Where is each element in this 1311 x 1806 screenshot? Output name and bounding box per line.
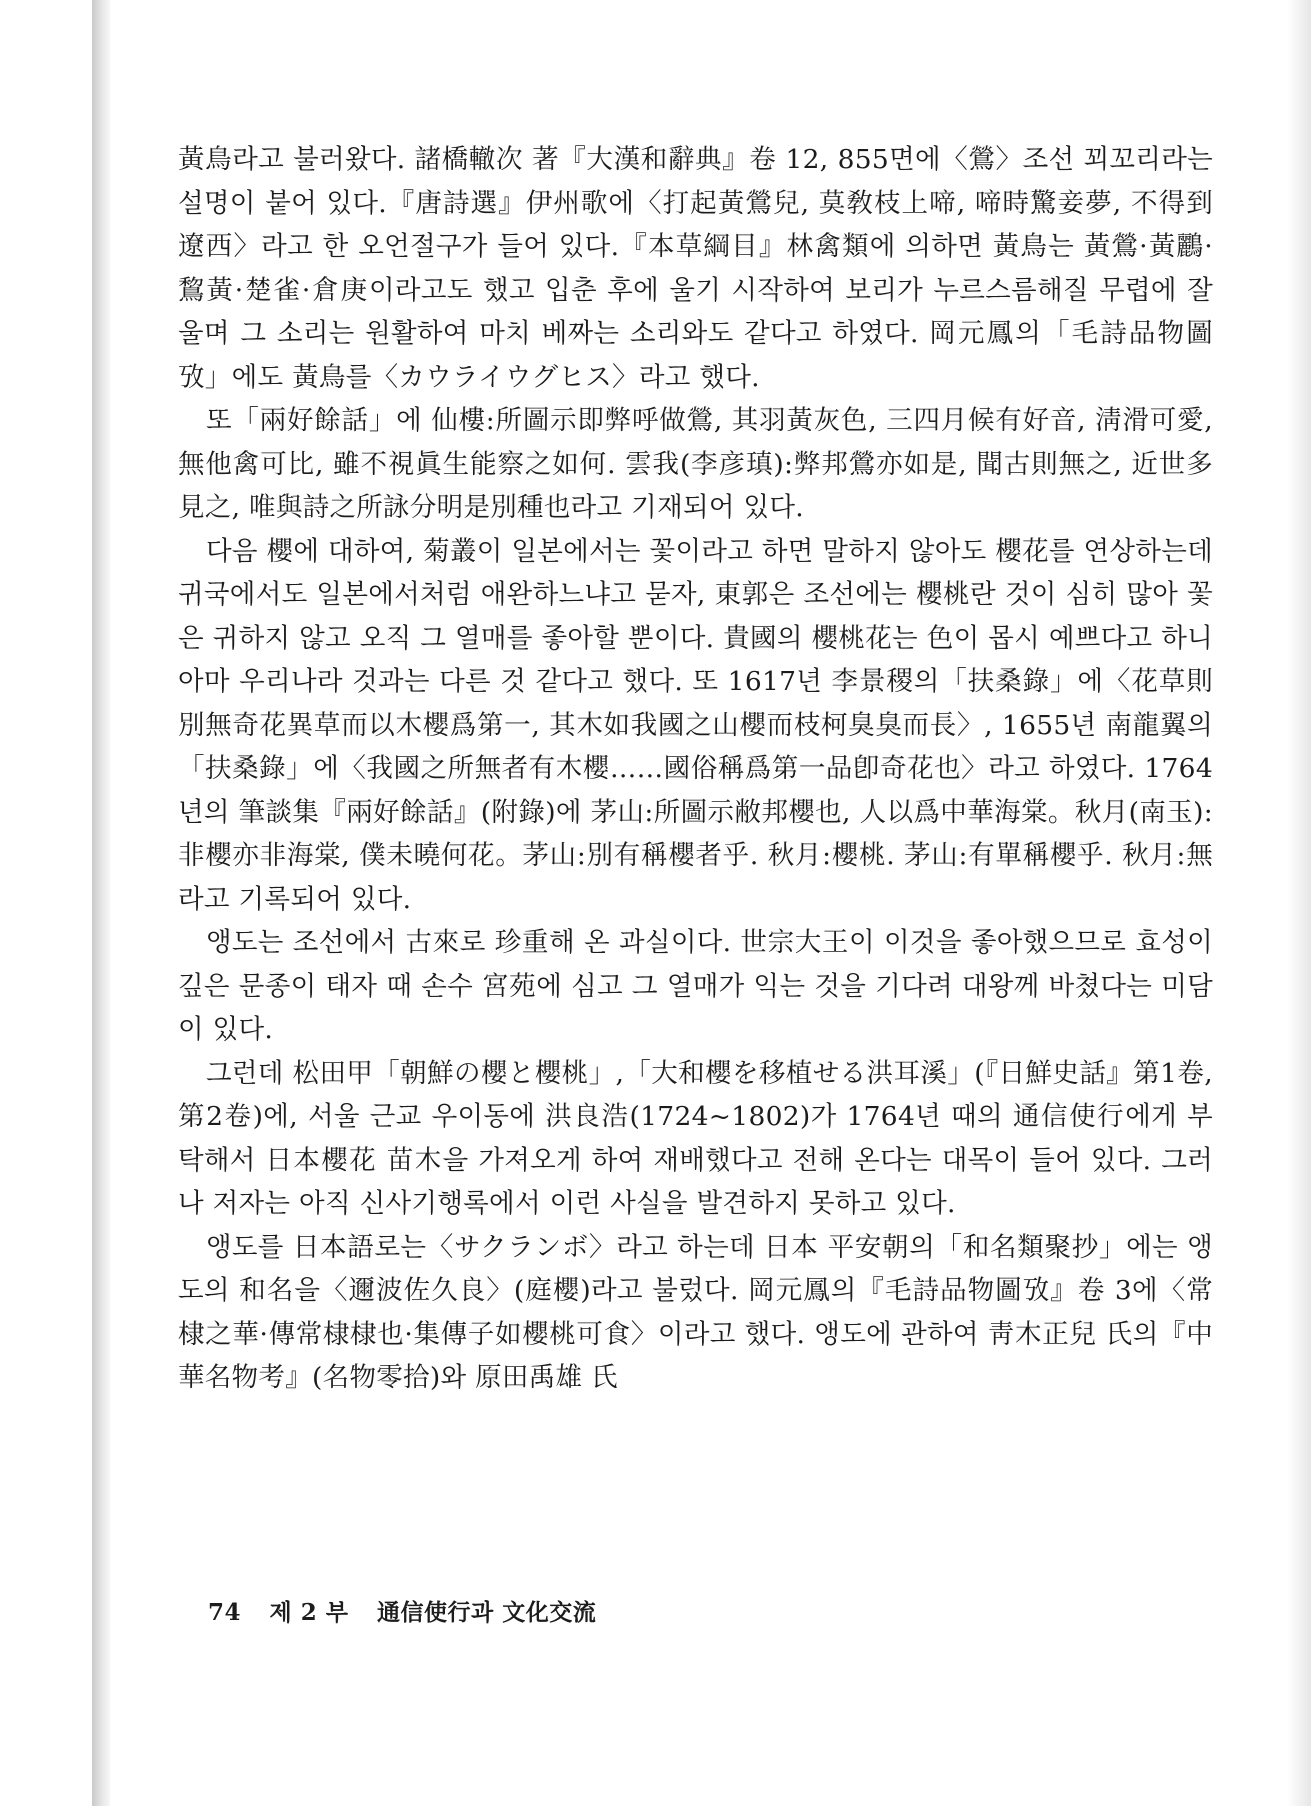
page-number: 74 [208,1599,242,1626]
paragraph-4: 앵도는 조선에서 古來로 珍重해 온 과실이다. 世宗大王이 이것을 좋아했으므로 효성이 깊은 문종이 태자 때 손수 宮苑에 심고 그 열매가 익는 것을 기다려 대왕께 바쳤다는 미담이 있다. [178,927,1213,1045]
paragraph-5: 그런데 松田甲「朝鮮の櫻と櫻桃」,「大和櫻を移植せる洪耳溪」(『日鮮史話』第1卷, 第2卷)에, 서울 근교 우이동에 洪良浩(1724~1802)가 1764년 때의 通信使行에게 부탁해서 日本櫻花 苗木을 가져오게 하여 재배했다고 전해 온다는 대목이 들어 있다. 그러나 저자는 아직 신사기행록에서 이런 사실을 발견하지 못하고 있다. [178,1057,1213,1219]
paragraph-2: 또「兩好餘話」에 仙樓:所圖示即弊呼做鶯, 其羽黃灰色, 三四月候有好音, 淸滑可愛, 無他禽可比, 雖不視眞生能察之如何. 雲我(李彦瑱):弊邦鶯亦如是, 聞古則無之, 近世多見之, 唯與詩之所詠分明是別種也라고 기재되어 있다. [178,405,1213,523]
paragraph-1: 黃鳥라고 불러왔다. 諸橋轍次 著『大漢和辭典』卷 12, 855면에〈鶯〉조선 꾀꼬리라는 설명이 붙어 있다.『唐詩選』伊州歌에〈打起黃鶯兒, 莫敎枝上啼, 啼時驚妾夢, 不得到遼西〉라고 한 오언절구가 들어 있다.『本草綱目』林禽類에 의하면 黃鳥는 黃鶯·黃鸝·鵹黃·楚雀·倉庚이라고도 했고 입춘 후에 울기 시작하여 보리가 누르스름해질 무렵에 잘 울며 그 소리는 원활하여 마치 베짜는 소리와도 같다고 하였다. 岡元鳳의「毛詩品物圖攷」에도 黃鳥를〈カウライウグヒス〉라고 했다. [178,144,1213,393]
page-footer [208,1594,616,1627]
running-title: 通信使行과 文化交流 [377,1599,597,1626]
paragraph-3: 다음 櫻에 대하여, 菊叢이 일본에서는 꽃이라고 하면 말하지 않아도 櫻花를 연상하는데 귀국에서도 일본에서처럼 애완하느냐고 묻자, 東郭은 조선에는 櫻桃란 것이 심히 많아 꽃은 귀하지 않고 오직 그 열매를 좋아할 뿐이다. 貴國의 櫻桃花는 色이 몹시 예쁘다고 하니 아마 우리나라 것과는 다른 것 같다고 했다. 또 1617년 李景稷의「扶桑錄」에〈花草則別無奇花異草而以木櫻爲第一, 其木如我國之山櫻而枝柯臭臭而長〉, 1655년 南龍翼의「扶桑錄」에〈我國之所無者有木櫻……國俗稱爲第一品卽奇花也〉라고 하였다. 1764년의 筆談集『兩好餘話』(附錄)에 茅山:所圖示敝邦櫻也, 人以爲中華海棠。秋月(南玉):非櫻亦非海棠, 僕未曉何花。茅山:別有稱櫻者乎. 秋月:櫻桃. 茅山:有單稱櫻乎. 秋月:無라고 기록되어 있다. [178,535,1213,915]
page-shadow [1287,0,1311,1806]
part-label: 제 2 부 [269,1599,349,1626]
page-edge [92,0,110,1806]
body-text [178,138,1213,1400]
paragraph-6: 앵도를 日本語로는〈サクランボ〉라고 하는데 日本 平安朝의「和名類聚抄」에는 앵도의 和名을〈邇波佐久良〉(庭櫻)라고 불렀다. 岡元鳳의『毛詩品物圖攷』卷 3에〈常棣之華·傳常棣棣也·集傳子如櫻桃可食〉이라고 했다. 앵도에 관하여 靑木正兒 氏의『中華名物考』(名物零拾)와 原田禹雄 氏 [178,1231,1213,1393]
